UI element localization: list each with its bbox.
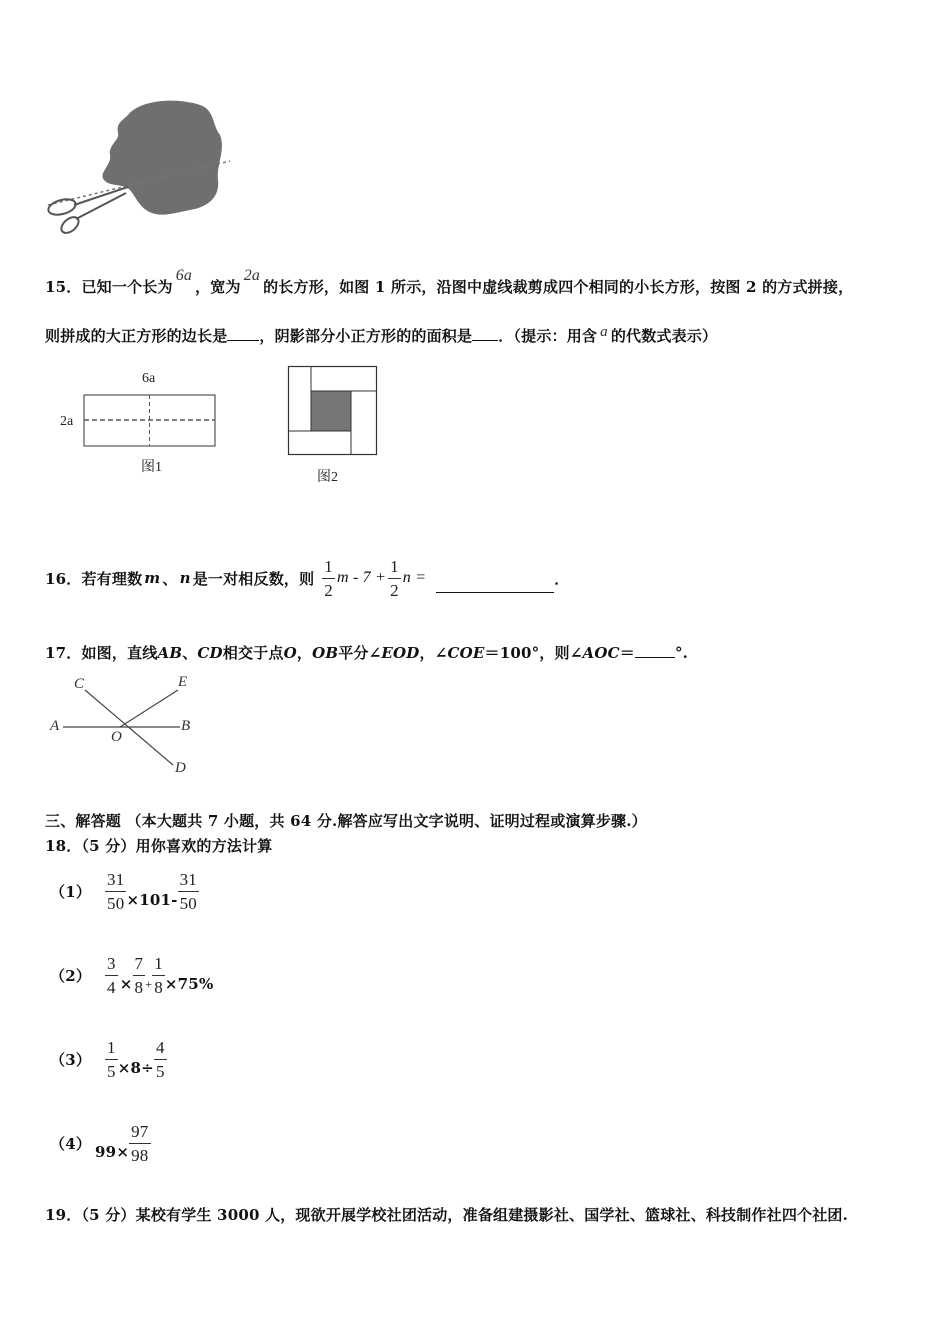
fig1-length-label: 6a bbox=[142, 371, 156, 386]
frac-den: 5 bbox=[155, 1061, 165, 1081]
frac-num: 1 bbox=[152, 954, 165, 976]
q15-text: ，宽为 bbox=[195, 278, 241, 296]
fraction bbox=[178, 870, 199, 913]
q17-text: °. bbox=[674, 644, 689, 662]
var-6a: 6a bbox=[175, 267, 193, 284]
q17-text: ＝ bbox=[619, 644, 635, 662]
frac-den: 4 bbox=[107, 977, 116, 997]
q17-text: ＝100°，则∠ bbox=[484, 644, 583, 662]
leaf-scissors-illustration bbox=[40, 95, 240, 245]
expr-part: × bbox=[119, 975, 133, 993]
frac-num: 97 bbox=[129, 1122, 150, 1144]
label-ob: OB bbox=[312, 644, 339, 662]
question-number: 17． bbox=[45, 644, 82, 662]
q15-line2 bbox=[45, 325, 717, 346]
q17-text: 、 bbox=[182, 644, 198, 662]
fraction bbox=[105, 954, 118, 997]
frac-num: 31 bbox=[178, 870, 199, 892]
q16-text: 、 bbox=[162, 569, 178, 588]
expr-part: m - 7 + bbox=[337, 569, 387, 586]
frac-den: 2 bbox=[390, 580, 399, 600]
q16-text: 若有理数 bbox=[81, 569, 143, 588]
frac-den: 5 bbox=[107, 1061, 116, 1081]
var-m: m bbox=[144, 569, 161, 587]
leaf-shape bbox=[102, 101, 221, 215]
q16 bbox=[45, 556, 569, 600]
part-label: （2） bbox=[50, 966, 92, 985]
answer-blank[interactable] bbox=[635, 643, 675, 658]
q15-text: 的长方形，如图 1 所示，沿图中虚线裁剪成四个相同的小长方形，按图 2 的方式拼接， bbox=[263, 278, 854, 296]
question-number: 15． bbox=[45, 278, 82, 296]
fraction bbox=[154, 1038, 167, 1081]
q15-text: ，阴影部分小正方形的的面积是 bbox=[259, 327, 473, 345]
frac-num: 1 bbox=[388, 557, 401, 579]
frac-num: 1 bbox=[105, 1038, 118, 1060]
fraction bbox=[105, 1038, 118, 1081]
q17-text: 平分∠ bbox=[338, 644, 382, 662]
label-coe: COE bbox=[447, 644, 485, 662]
frac-den: 8 bbox=[154, 977, 163, 997]
q17-text: 相交于点 bbox=[222, 644, 284, 662]
question-number: 16． bbox=[45, 569, 82, 588]
answer-blank[interactable] bbox=[472, 326, 498, 341]
var-a: a bbox=[600, 324, 608, 340]
frac-num: 3 bbox=[105, 954, 118, 976]
q18-part1 bbox=[50, 866, 199, 916]
frac-den: 50 bbox=[179, 893, 197, 913]
label-aoc: AOC bbox=[582, 644, 620, 662]
point-b-label: B bbox=[181, 718, 191, 734]
expr-part: ×101- bbox=[126, 891, 178, 909]
fraction bbox=[105, 870, 126, 913]
frac-num: 31 bbox=[105, 870, 126, 892]
part-label: （3） bbox=[50, 1050, 92, 1069]
fraction bbox=[129, 1122, 150, 1165]
frac-den: 50 bbox=[107, 893, 125, 913]
point-c-label: C bbox=[74, 676, 85, 692]
var-n: n bbox=[179, 569, 191, 587]
label-cd: CD bbox=[197, 644, 223, 662]
expr-part: + bbox=[145, 976, 153, 991]
fraction bbox=[152, 954, 165, 997]
frac-num: 1 bbox=[322, 557, 335, 579]
frac-den: 2 bbox=[324, 580, 333, 600]
point-e-label: E bbox=[178, 674, 188, 690]
part-label: （1） bbox=[50, 882, 92, 901]
expr-part: 99× bbox=[95, 1143, 130, 1161]
q15-text: 已知一个长为 bbox=[81, 278, 173, 296]
q15-text: 则拼成的大正方形的边长是 bbox=[45, 327, 228, 345]
expr-part: n = bbox=[402, 569, 427, 586]
q18-part3 bbox=[50, 1034, 167, 1084]
intersecting-lines-figure bbox=[45, 672, 205, 782]
q17-text: ， bbox=[296, 644, 313, 662]
point-d-label: D bbox=[175, 760, 186, 776]
expr-part: ×8÷ bbox=[117, 1059, 154, 1077]
q17 bbox=[45, 642, 688, 663]
fraction-half bbox=[322, 557, 335, 600]
q17-text: ，∠ bbox=[419, 644, 448, 662]
figure-2 bbox=[287, 365, 382, 490]
frac-num: 4 bbox=[154, 1038, 167, 1060]
point-o-label: O bbox=[111, 729, 122, 745]
frac-den: 8 bbox=[134, 977, 144, 997]
point-a-label: A bbox=[50, 718, 60, 734]
q18-part4 bbox=[50, 1118, 151, 1168]
fraction bbox=[133, 954, 146, 997]
q19: 19．（5 分）某校有学生 3000 人，现欲开展学校社团活动，准备组建摄影社、国学社、篮球社、科技制作社四个社团. bbox=[45, 1206, 849, 1224]
label-eod: EOD bbox=[381, 644, 420, 662]
answer-blank[interactable] bbox=[227, 326, 259, 341]
fig1-caption: 图1 bbox=[141, 460, 162, 475]
q16-text: 是一对相反数，则 bbox=[192, 569, 315, 588]
answer-blank[interactable] bbox=[436, 578, 554, 593]
q15-text: 的代数式表示） bbox=[610, 327, 718, 345]
part-label: （4） bbox=[50, 1134, 92, 1153]
fig1-width-label: 2a bbox=[60, 414, 74, 429]
q17-text: 如图，直线 bbox=[81, 644, 158, 662]
q15-text: ．（提示：用含 bbox=[498, 327, 598, 345]
label-ab: AB bbox=[157, 644, 183, 662]
q18-part2 bbox=[50, 950, 213, 1000]
q18-title: 18．（5 分）用你喜欢的方法计算 bbox=[45, 837, 273, 855]
figure-1 bbox=[55, 370, 225, 480]
label-o: O bbox=[283, 644, 297, 662]
frac-den: 98 bbox=[131, 1145, 149, 1165]
fraction-half bbox=[388, 557, 401, 600]
fig2-caption: 图2 bbox=[317, 470, 338, 485]
expr-part: ×75% bbox=[164, 975, 214, 993]
q15-line1 bbox=[45, 267, 854, 297]
var-2a: 2a bbox=[243, 267, 261, 284]
section-3-header: 三、解答题 （本大题共 7 小题，共 64 分.解答应写出文字说明、证明过程或演算步骤.） bbox=[45, 812, 647, 830]
frac-num: 7 bbox=[133, 954, 146, 976]
q16-text: ． bbox=[554, 569, 570, 588]
